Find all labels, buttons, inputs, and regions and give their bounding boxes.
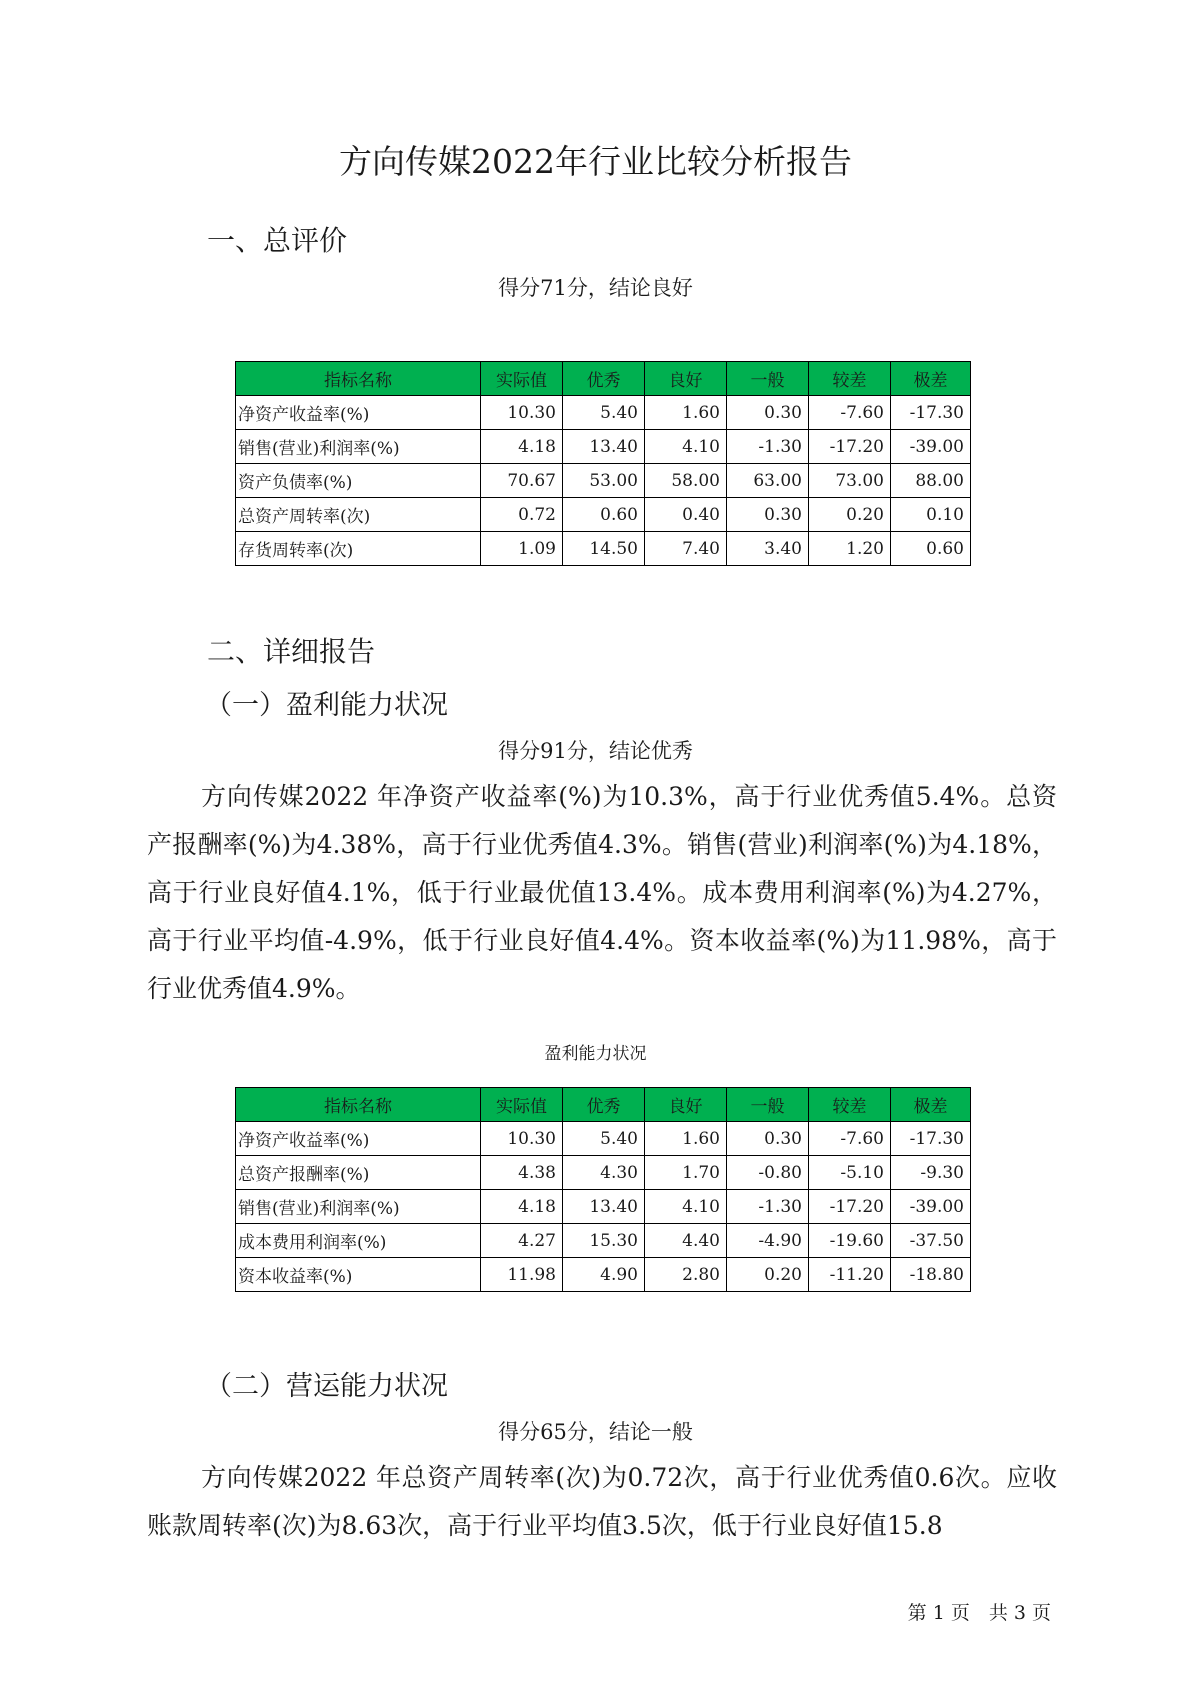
value-cell: 0.60 [891,532,971,566]
operations-paragraph: 方向传媒2022 年总资产周转率(次)为0.72次，高于行业优秀值0.6次。应收账款周转率(次)为8.63次，高于行业平均值3.5次，低于行业良好值15.8 [147,1463,1057,1540]
value-cell: -17.20 [809,430,891,464]
column-header-name: 指标名称 [236,362,481,396]
value-cell: 4.18 [481,430,563,464]
column-header: 优秀 [563,1088,645,1122]
table-row [236,1224,971,1258]
value-cell: -1.30 [727,1190,809,1224]
value-cell: 1.09 [481,532,563,566]
indicator-name-cell: 净资产收益率(%) [236,396,481,430]
column-header: 一般 [727,362,809,396]
value-cell: 1.60 [645,396,727,430]
column-header: 较差 [809,1088,891,1122]
value-cell: 73.00 [809,464,891,498]
value-cell: 14.50 [563,532,645,566]
value-cell: 0.40 [645,498,727,532]
value-cell: -18.80 [891,1258,971,1292]
table-row [236,532,971,566]
value-cell: -7.60 [809,1122,891,1156]
column-header: 良好 [645,1088,727,1122]
value-cell: -0.80 [727,1156,809,1190]
value-cell: -7.60 [809,396,891,430]
value-cell: -39.00 [891,430,971,464]
section1-heading: 一、总评价 [207,224,348,257]
value-cell: 0.30 [727,498,809,532]
value-cell: 4.90 [563,1258,645,1292]
indicator-name-cell: 资本收益率(%) [236,1258,481,1292]
value-cell: 2.80 [645,1258,727,1292]
value-cell: 5.40 [563,396,645,430]
value-cell: 4.10 [645,1190,727,1224]
value-cell: -4.90 [727,1224,809,1258]
section1-score: 得分71分，结论良好 [498,276,693,300]
value-cell: 4.40 [645,1224,727,1258]
profitability-table-caption: 盈利能力状况 [544,1044,647,1064]
document-title: 方向传媒2022年行业比较分析报告 [339,142,852,181]
value-cell: -17.30 [891,396,971,430]
value-cell: -9.30 [891,1156,971,1190]
value-cell: 1.60 [645,1122,727,1156]
column-header: 实际值 [481,1088,563,1122]
indicator-name-cell: 存货周转率(次) [236,532,481,566]
table-row [236,464,971,498]
value-cell: 10.30 [481,1122,563,1156]
value-cell: -37.50 [891,1224,971,1258]
value-cell: 0.72 [481,498,563,532]
column-header: 良好 [645,362,727,396]
value-cell: 4.38 [481,1156,563,1190]
value-cell: 13.40 [563,1190,645,1224]
value-cell: -11.20 [809,1258,891,1292]
table-row [236,430,971,464]
column-header: 优秀 [563,362,645,396]
value-cell: 0.60 [563,498,645,532]
page-footer: 第 1 页 共 3 页 [907,1602,1051,1624]
value-cell: -5.10 [809,1156,891,1190]
profitability-paragraph: 方向传媒2022 年净资产收益率(%)为10.3%，高于行业优秀值5.4%。总资产报酬率(%)为4.38%，高于行业优秀值4.3%。销售(营业)利润率(%)为4.18%，高于行业良好值4.1%，低于行业最优值13.4%。成本费用利润率(%)为4.27%，高于行业平均值-4.9%，低于行业良好值4.4%。资本收益率(%)为11.98%，高于行业优秀值4.9%。 [147,782,1057,1003]
table-row [236,1258,971,1292]
column-header: 实际值 [481,362,563,396]
indicator-name-cell: 资产负债率(%) [236,464,481,498]
profitability-table [235,1087,971,1292]
value-cell: 63.00 [727,464,809,498]
value-cell: 70.67 [481,464,563,498]
indicator-name-cell: 总资产周转率(次) [236,498,481,532]
table-header-row [236,1088,971,1122]
value-cell: 1.70 [645,1156,727,1190]
indicator-name-cell: 销售(营业)利润率(%) [236,1190,481,1224]
table-row [236,396,971,430]
table-header-row [236,362,971,396]
value-cell: -19.60 [809,1224,891,1258]
value-cell: -17.20 [809,1190,891,1224]
profitability-score: 得分91分，结论优秀 [498,739,693,763]
table-row [236,1190,971,1224]
value-cell: 4.30 [563,1156,645,1190]
indicator-name-cell: 总资产报酬率(%) [236,1156,481,1190]
value-cell: 7.40 [645,532,727,566]
value-cell: 53.00 [563,464,645,498]
value-cell: 13.40 [563,430,645,464]
value-cell: 0.10 [891,498,971,532]
operations-heading: （二）营运能力状况 [205,1371,448,1402]
value-cell: 4.18 [481,1190,563,1224]
value-cell: -1.30 [727,430,809,464]
column-header: 极差 [891,362,971,396]
value-cell: 58.00 [645,464,727,498]
value-cell: 0.30 [727,396,809,430]
value-cell: 15.30 [563,1224,645,1258]
indicator-name-cell: 净资产收益率(%) [236,1122,481,1156]
column-header: 一般 [727,1088,809,1122]
value-cell: 88.00 [891,464,971,498]
column-header: 较差 [809,362,891,396]
table-row [236,498,971,532]
value-cell: 10.30 [481,396,563,430]
indicator-name-cell: 成本费用利润率(%) [236,1224,481,1258]
column-header-name: 指标名称 [236,1088,481,1122]
value-cell: 4.10 [645,430,727,464]
section2-heading: 二、详细报告 [207,635,376,668]
indicator-name-cell: 销售(营业)利润率(%) [236,430,481,464]
value-cell: 0.20 [809,498,891,532]
profitability-heading: （一）盈利能力状况 [205,690,448,721]
operations-score: 得分65分，结论一般 [498,1420,693,1444]
value-cell: -39.00 [891,1190,971,1224]
value-cell: 0.30 [727,1122,809,1156]
value-cell: 5.40 [563,1122,645,1156]
table-row [236,1122,971,1156]
table-row [236,1156,971,1190]
value-cell: 11.98 [481,1258,563,1292]
summary-table [235,361,971,566]
value-cell: 3.40 [727,532,809,566]
value-cell: 1.20 [809,532,891,566]
column-header: 极差 [891,1088,971,1122]
value-cell: -17.30 [891,1122,971,1156]
value-cell: 4.27 [481,1224,563,1258]
value-cell: 0.20 [727,1258,809,1292]
